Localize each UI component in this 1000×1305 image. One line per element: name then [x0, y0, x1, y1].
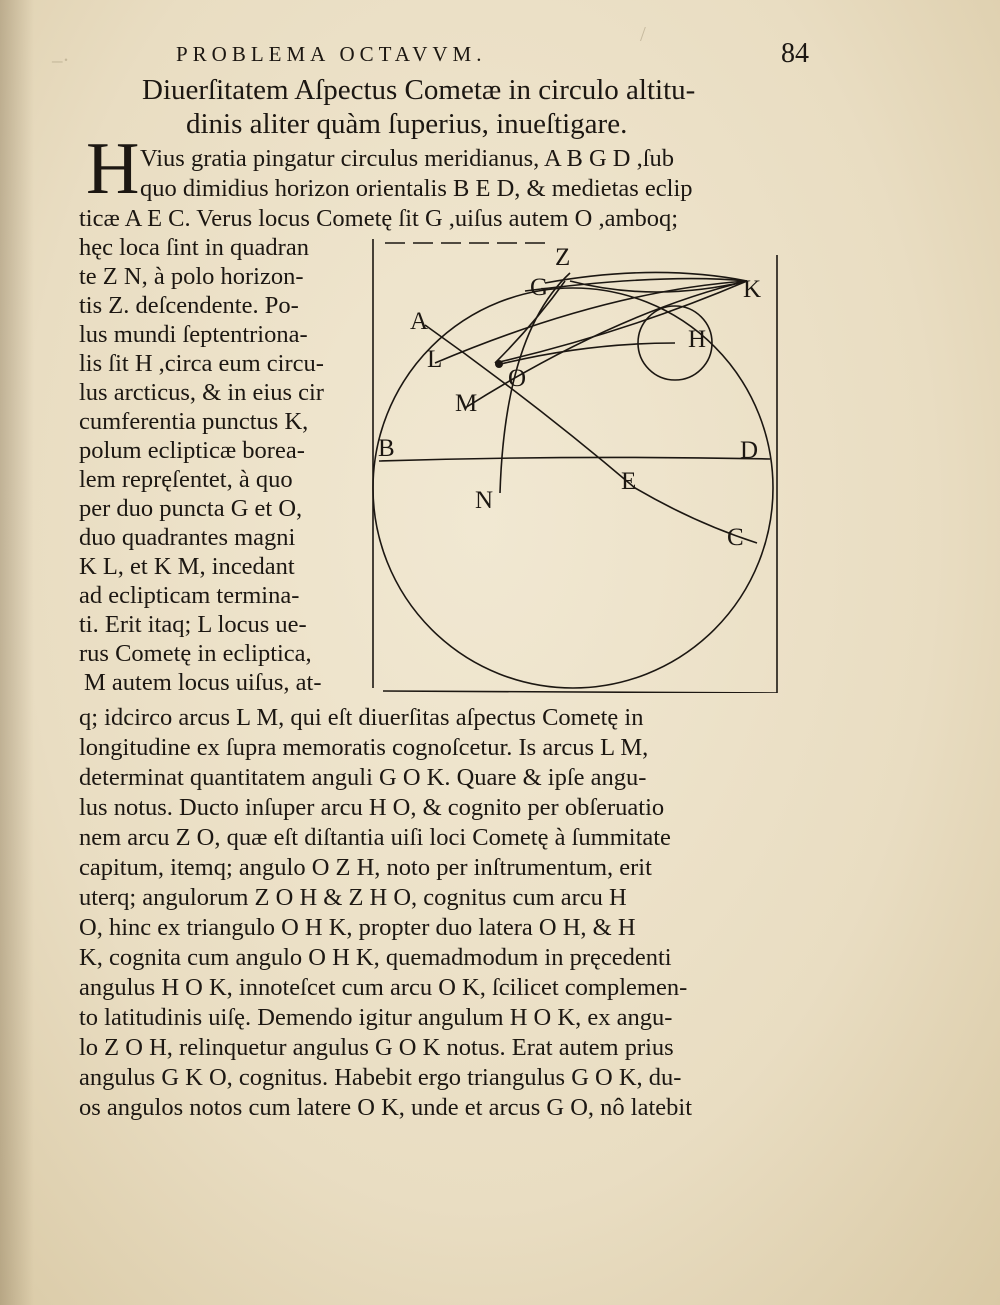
label-d: D [740, 437, 759, 464]
body-line-13: per duo puncta G et O, [79, 495, 303, 522]
astronomical-diagram [365, 233, 783, 693]
body-line-30: to latitudinis uiſę. Demendo igitur angulum H O K, ex angu- [79, 1004, 673, 1031]
label-a: A [410, 308, 429, 335]
label-m: M [455, 390, 478, 417]
body-line-3: ticæ A E C. Verus locus Cometę ſit G ,uiſus autem O ,amboq; [79, 205, 679, 232]
label-k: K [743, 276, 762, 303]
body-line-28: K, cognita cum angulo O H K, quemadmodum in pręcedenti [79, 944, 672, 971]
body-line-32: angulus G K O, cognitus. Habebit ergo triangulus G O K, du- [79, 1064, 682, 1091]
body-line-26: uterq; angulorum Z O H & Z H O, cognitus cum arcu H [79, 884, 627, 911]
title-line-2: dinis aliter quàm ſuperius, inueſtigare. [186, 108, 628, 140]
diagram-drawing [365, 233, 783, 693]
bleed-mark: / [640, 22, 646, 46]
frame-bottom [383, 691, 777, 693]
label-c: C [727, 524, 744, 551]
page-number: 84 [781, 38, 809, 69]
label-l: L [427, 346, 443, 373]
body-line-22: determinat quantitatem anguli G O K. Quare & ipſe angu- [79, 764, 647, 791]
running-header [176, 40, 826, 70]
upper-arc [545, 272, 747, 283]
body-line-11: polum eclipticæ borea- [79, 437, 305, 464]
gutter-shadow [0, 0, 34, 1305]
horizon-line [379, 457, 770, 461]
body-line-21: longitudine ex ſupra memoratis cognoſcetur. Is arcus L M, [79, 734, 649, 761]
body-line-20: q; idcirco arcus L M, qui eſt diuerſitas aſpectus Cometę in [79, 704, 644, 731]
body-line-15: K L, et K M, incedant [79, 553, 295, 580]
body-line-6: tis Z. deſcendente. Po- [79, 292, 299, 319]
label-o: O [508, 365, 527, 392]
body-line-1: Vius gratia pingatur circulus meridianus, A B G D ,ſub [140, 145, 675, 172]
body-line-17: ti. Erit itaq; L locus ue- [79, 611, 307, 638]
label-b: B [378, 435, 395, 462]
body-line-4: hęc loca ſint in quadran [79, 234, 309, 261]
label-z: Z [555, 244, 571, 271]
bleed-mark: –· [52, 48, 70, 72]
body-line-5: te Z N, à polo horizon- [79, 263, 304, 290]
label-g: G [530, 274, 549, 301]
body-line-9: lus arcticus, & in eius cir [79, 379, 324, 406]
body-line-31: lo Z O H, relinquetur angulus G O K notus. Erat autem prius [79, 1034, 674, 1061]
body-line-14: duo quadrantes magni [79, 524, 296, 551]
body-line-2: quo dimidius horizon orientalis B E D, & medietas eclip [140, 175, 693, 202]
body-line-18: rus Cometę in ecliptica, [79, 640, 312, 667]
body-line-10: cumferentia punctus K, [79, 408, 309, 435]
body-line-16: ad eclipticam termina- [79, 582, 300, 609]
label-h: H [688, 326, 707, 353]
body-line-24: nem arcu Z O, quæ eſt diſtantia uiſi loci Cometę à ſummitate [79, 824, 671, 851]
label-n: N [475, 487, 494, 514]
title-line-1: Diuerſitatem Aſpectus Cometæ in circulo altitu- [142, 74, 696, 106]
label-e: E [621, 468, 637, 495]
point-o-marker [495, 360, 503, 368]
body-line-23: lus notus. Ducto inſuper arcu H O, & cognito per obſeruatio [79, 794, 665, 821]
body-line-33: os angulos notos cum latere O K, unde et arcus G O, nô latebit [79, 1094, 693, 1121]
body-line-19: M autem locus uiſus, at- [84, 669, 322, 696]
body-line-7: lus mundi ſeptentriona- [79, 321, 308, 348]
body-line-12: lem repręſentet, à quo [79, 466, 293, 493]
body-line-8: lis ſit H ,circa eum circu- [79, 350, 324, 377]
running-head: PROBLEMA OCTAVVM. [176, 42, 487, 66]
body-line-25: capitum, itemq; angulo O Z H, noto per inſtrumentum, erit [79, 854, 652, 881]
body-line-29: angulus H O K, innoteſcet cum arcu O K, ſcilicet complemen- [79, 974, 688, 1001]
body-line-27: O, hinc ex triangulo O H K, propter duo latera O H, & H [79, 914, 636, 941]
drop-cap: H [86, 128, 140, 210]
